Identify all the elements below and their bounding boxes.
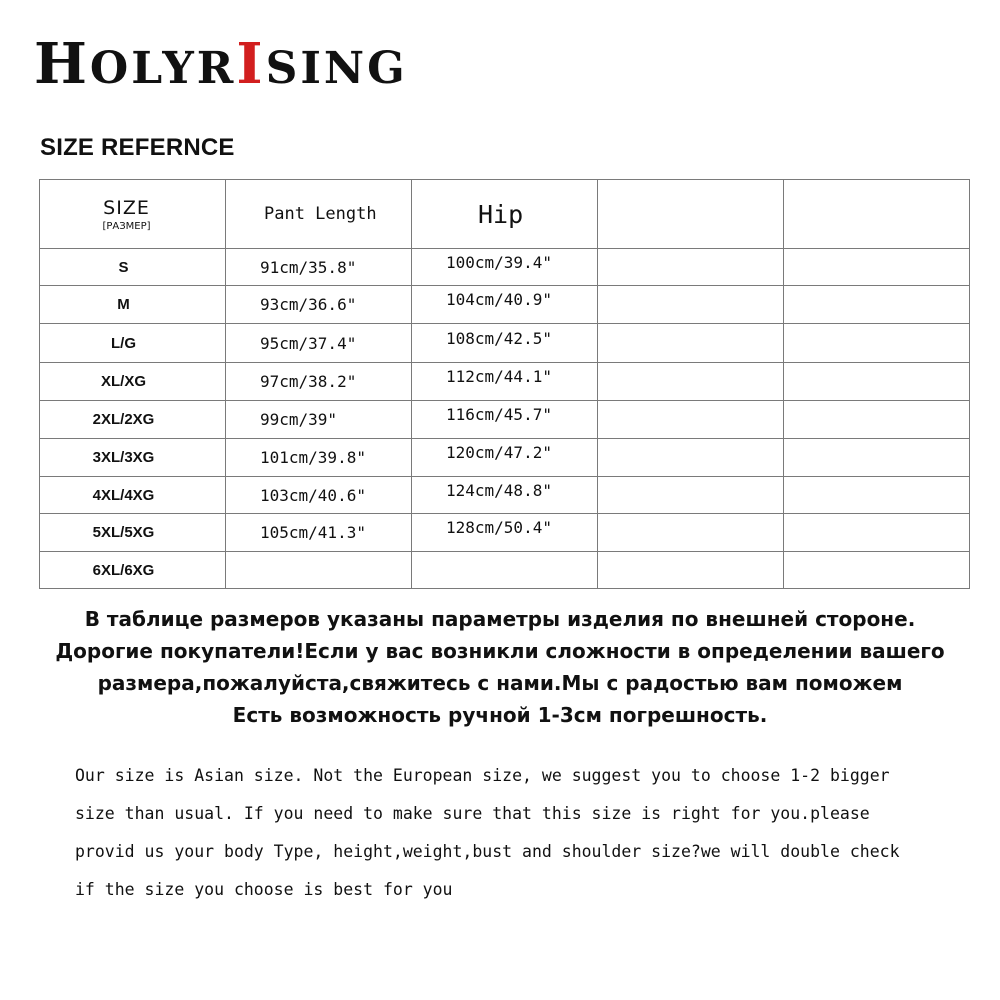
empty-cell [784,439,970,477]
pant-length-cell: 99cm/39" [226,401,412,439]
empty-cell [784,249,970,286]
hip-cell: 124cm/48.8" [412,477,598,514]
header-hip: Hip [412,180,598,249]
size-cell: 3XL/3XG [40,439,226,477]
english-note [75,757,900,909]
size-cell: L/G [40,324,226,363]
russian-note-line: Дорогие покупатели!Если у вас возникли сложности в определении вашего [55,639,945,663]
english-note-line: provid us your body Type, height,weight,bust and shoulder size?we will double check [75,842,900,861]
pant-length-cell: 95cm/37.4" [226,324,412,363]
size-reference-heading: SIZE REFERNCE [40,134,235,161]
hip-cell: 120cm/47.2" [412,439,598,477]
size-cell: 2XL/2XG [40,401,226,439]
table-row [40,514,970,552]
hip-cell [412,552,598,589]
table-row [40,363,970,401]
brand-initial: H [34,31,90,97]
empty-cell [784,286,970,324]
size-cell: 6XL/6XG [40,552,226,589]
table-row [40,439,970,477]
hip-cell: 116cm/45.7" [412,401,598,439]
empty-cell [598,363,784,401]
empty-cell [598,401,784,439]
header-size-ru-label: [РАЗМЕР] [102,220,151,232]
size-cell: M [40,286,226,324]
size-cell: S [40,249,226,286]
english-note-line: if the size you choose is best for you [75,880,453,899]
table-row [40,249,970,286]
header-pant-length: Pant Length [226,180,412,249]
empty-cell [598,324,784,363]
pant-length-cell: 105cm/41.3" [226,514,412,552]
empty-cell [598,249,784,286]
pant-length-cell: 101cm/39.8" [226,439,412,477]
hip-cell: 112cm/44.1" [412,363,598,401]
table-row [40,324,970,363]
brand-part-2: OLYR [89,43,237,94]
empty-cell [598,286,784,324]
pant-length-cell: 93cm/36.6" [226,286,412,324]
table-row [40,286,970,324]
pant-length-cell: 91cm/35.8" [226,249,412,286]
brand-red-letter: I [236,31,266,97]
brand-logo [34,31,408,97]
russian-note-line: Есть возможность ручной 1-3см погрешность. [232,703,768,727]
hip-cell: 108cm/42.5" [412,324,598,363]
header-empty-col-4 [598,180,784,249]
header-size-label: SIZE [103,196,150,219]
empty-cell [784,401,970,439]
table-row [40,477,970,514]
english-note-line: Our size is Asian size. Not the European size, we suggest you to choose 1-2 bigger [75,766,890,785]
size-cell: XL/XG [40,363,226,401]
russian-note-line: размера,пожалуйста,свяжитесь с нами.Мы с радостью вам поможем [97,671,903,695]
pant-length-cell [226,552,412,589]
pant-length-cell: 103cm/40.6" [226,477,412,514]
empty-cell [784,363,970,401]
size-table [39,179,970,589]
empty-cell [598,552,784,589]
table-row [40,401,970,439]
empty-cell [598,514,784,552]
empty-cell [784,514,970,552]
russian-note-line: В таблице размеров указаны параметры изделия по внешней стороне. [84,607,916,631]
table-row [40,552,970,589]
empty-cell [784,324,970,363]
table-header-row [40,180,970,249]
english-note-line: size than usual. If you need to make sure that this size is right for you.please [75,804,870,823]
header-empty-col-5 [784,180,970,249]
pant-length-cell: 97cm/38.2" [226,363,412,401]
header-size-cell [40,180,226,249]
hip-cell: 100cm/39.4" [412,249,598,286]
russian-note [0,603,1000,731]
hip-cell: 104cm/40.9" [412,286,598,324]
empty-cell [598,439,784,477]
empty-cell [598,477,784,514]
hip-cell: 128cm/50.4" [412,514,598,552]
brand-part-3: SING [265,43,408,94]
empty-cell [784,552,970,589]
size-cell: 5XL/5XG [40,514,226,552]
size-cell: 4XL/4XG [40,477,226,514]
empty-cell [784,477,970,514]
